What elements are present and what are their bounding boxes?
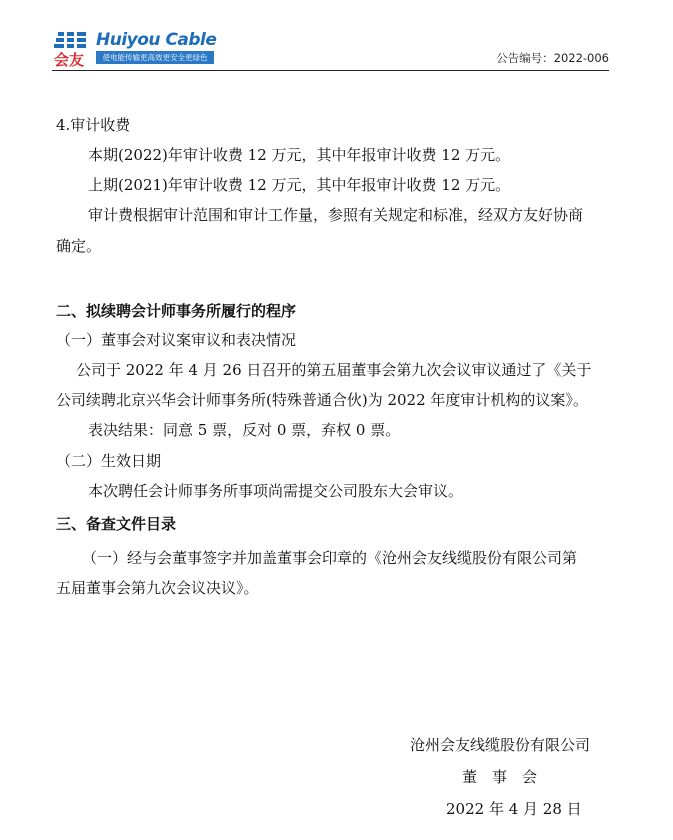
heading-section-3: 三、备查文件目录 bbox=[56, 515, 177, 533]
paragraph-current-fee: 本期(2022)年审计收费 12 万元，其中年报审计收费 12 万元。 bbox=[88, 146, 511, 164]
paragraph-previous-fee: 上期(2021)年审计收费 12 万元，其中年报审计收费 12 万元。 bbox=[88, 176, 511, 194]
paragraph-reference-doc-line1: （一）经与会董事签字并加盖董事会印章的《沧州会友线缆股份有限公司第 bbox=[82, 549, 578, 567]
heading-section-2: 二、拟续聘会计师事务所履行的程序 bbox=[56, 302, 297, 320]
company-logo bbox=[52, 30, 217, 69]
logo-tagline: 使电能传输更高效更安全更绿色 bbox=[96, 51, 214, 64]
section-4-title: 4.审计收费 bbox=[56, 116, 131, 134]
signature-board: 董 事 会 bbox=[462, 768, 538, 786]
paragraph-vote-result: 表决结果：同意 5 票，反对 0 票，弃权 0 票。 bbox=[88, 421, 401, 439]
header-divider bbox=[52, 70, 609, 71]
subheading-board-review: （一）董事会对议案审议和表决情况 bbox=[56, 331, 297, 349]
signature-company: 沧州会友线缆股份有限公司 bbox=[410, 736, 591, 754]
logo-brand-name: Huiyou Cable bbox=[96, 30, 217, 50]
paragraph-fee-basis-line1: 审计费根据审计范围和审计工作量，参照有关规定和标准，经双方友好协商 bbox=[88, 206, 584, 224]
logo-chinese-name: 会友 bbox=[54, 51, 85, 69]
subheading-effective-date: （二）生效日期 bbox=[56, 452, 162, 470]
paragraph-fee-basis-line2: 确定。 bbox=[56, 237, 102, 255]
paragraph-board-meeting-line1: 公司于 2022 年 4 月 26 日召开的第五届董事会第九次会议审议通过了《关于 bbox=[76, 361, 592, 379]
notice-number: 公告编号：2022-006 bbox=[496, 51, 609, 65]
signature-date: 2022 年 4 月 28 日 bbox=[446, 800, 582, 818]
paragraph-reference-doc-line2: 五届董事会第九次会议决议》。 bbox=[56, 579, 259, 597]
paragraph-shareholder-approval: 本次聘任会计师事务所事项尚需提交公司股东大会审议。 bbox=[88, 482, 464, 500]
paragraph-board-meeting-line2: 公司续聘北京兴华会计师事务所(特殊普通合伙)为 2022 年度审计机构的议案》。 bbox=[56, 391, 588, 409]
